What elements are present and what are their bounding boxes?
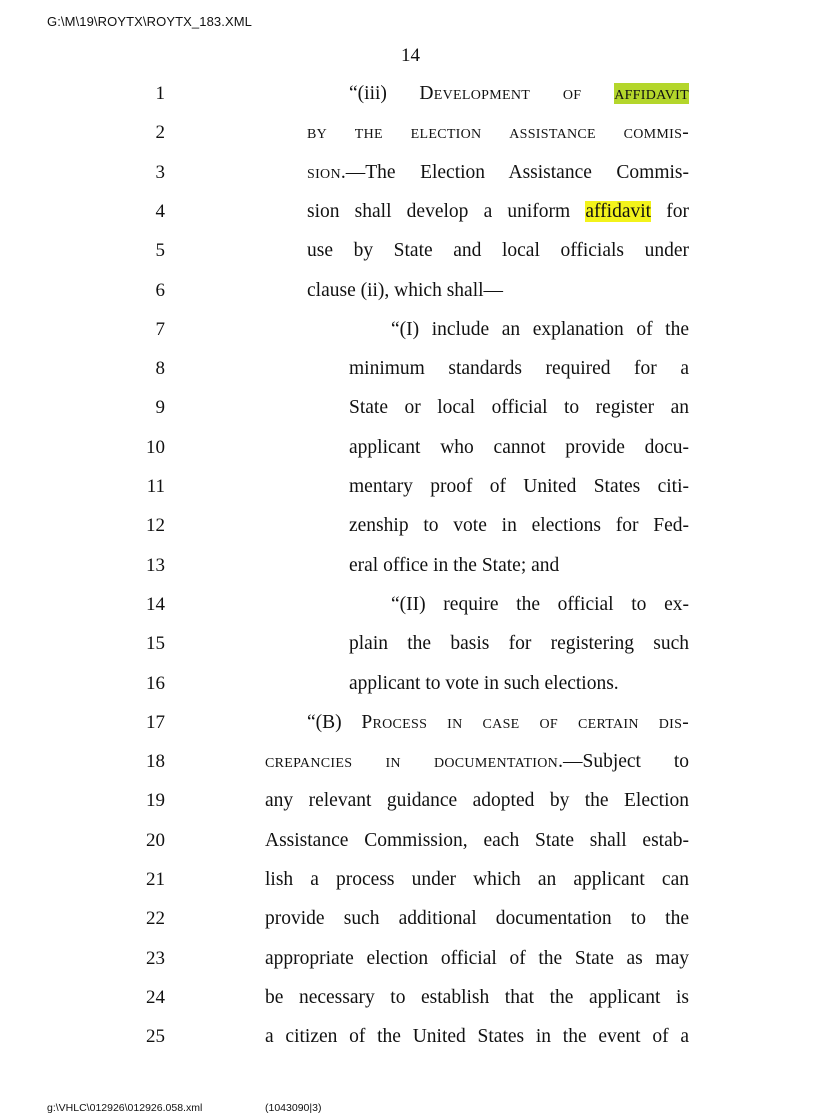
text-segment: provide such additional documentation to the xyxy=(265,908,689,929)
text-line xyxy=(349,396,689,420)
text-line xyxy=(349,82,689,106)
text-line xyxy=(265,750,689,774)
text-segment: lish a process under which an applicant can xyxy=(265,869,689,890)
line-number: 13 xyxy=(146,555,165,576)
text-line xyxy=(265,947,689,971)
text-segment: for xyxy=(651,201,689,222)
line-number: 8 xyxy=(155,358,165,379)
text-segment: eral office in the State; and xyxy=(349,555,560,576)
text-line xyxy=(391,593,689,617)
line-number: 2 xyxy=(155,122,165,143)
text-segment: .—The Election Assistance Commis- xyxy=(340,162,689,183)
text-segment: sion shall develop a uniform xyxy=(307,201,586,222)
text-line xyxy=(307,121,689,145)
line-number: 6 xyxy=(155,280,165,301)
text-line xyxy=(349,475,689,499)
line-number: 10 xyxy=(146,437,165,458)
line-number: 25 xyxy=(146,1026,165,1047)
text-segment: “(B) xyxy=(307,712,362,733)
page-number: 14 xyxy=(401,45,420,66)
text-line xyxy=(349,672,689,696)
text-segment: mentary proof of United States citi- xyxy=(349,476,689,497)
line-number: 16 xyxy=(146,673,165,694)
line-number: 9 xyxy=(155,397,165,418)
text-segment: “(I) include an explanation of the xyxy=(391,319,689,340)
header-file-path: G:\M\19\ROYTX\ROYTX_183.XML xyxy=(47,14,252,29)
line-number: 3 xyxy=(155,162,165,183)
text-line xyxy=(349,436,689,460)
text-line xyxy=(307,239,689,263)
footer-document-id: (1043090|3) xyxy=(265,1102,322,1114)
line-number: 20 xyxy=(146,830,165,851)
text-segment: “(II) require the official to ex- xyxy=(391,594,689,615)
text-segment: use by State and local officials under xyxy=(307,240,689,261)
text-segment: be necessary to establish that the applicant is xyxy=(265,987,689,1008)
line-number: 7 xyxy=(155,319,165,340)
text-segment: .—Subject to xyxy=(558,751,689,772)
text-line xyxy=(265,868,689,892)
text-segment: zenship to vote in elections for Fed- xyxy=(349,515,689,536)
text-line xyxy=(265,986,689,1010)
text-line xyxy=(349,632,689,656)
text-line xyxy=(307,711,689,735)
text-segment: applicant who cannot provide docu- xyxy=(349,437,689,458)
text-segment: sion xyxy=(307,162,341,183)
line-number: 1 xyxy=(155,83,165,104)
text-segment: minimum standards required for a xyxy=(349,358,689,379)
text-segment: any relevant guidance adopted by the Election xyxy=(265,790,689,811)
highlighted-term: affidavit xyxy=(614,83,689,104)
text-line xyxy=(307,200,689,224)
line-number: 12 xyxy=(146,515,165,536)
line-number: 18 xyxy=(146,751,165,772)
line-number: 23 xyxy=(146,948,165,969)
line-number: 21 xyxy=(146,869,165,890)
text-line xyxy=(349,554,689,578)
line-number: 19 xyxy=(146,790,165,811)
text-segment: State or local official to register an xyxy=(349,397,689,418)
text-line xyxy=(265,789,689,813)
footer-file-path: g:\VHLC\012926\012926.058.xml xyxy=(47,1102,203,1114)
highlighted-term: affidavit xyxy=(585,201,652,222)
line-number: 15 xyxy=(146,633,165,654)
text-segment: a citizen of the United States in the event of a xyxy=(265,1026,689,1047)
line-number: 14 xyxy=(146,594,165,615)
text-line xyxy=(349,514,689,538)
text-segment: applicant to vote in such elections. xyxy=(349,673,619,694)
text-segment: Process in case of certain dis- xyxy=(361,712,690,733)
text-line xyxy=(265,907,689,931)
text-segment: “(iii) xyxy=(349,83,420,104)
text-segment: clause (ii), which shall— xyxy=(307,280,504,301)
line-number: 24 xyxy=(146,987,165,1008)
text-line xyxy=(265,829,689,853)
text-segment: appropriate election official of the State as may xyxy=(265,948,689,969)
text-segment: Assistance Commission, each State shall estab- xyxy=(265,830,689,851)
line-number: 11 xyxy=(146,476,165,497)
text-line xyxy=(349,357,689,381)
line-number: 17 xyxy=(146,712,165,733)
text-line xyxy=(307,279,689,303)
text-segment: by the election assistance commis- xyxy=(307,122,689,143)
line-number: 22 xyxy=(146,908,165,929)
text-segment: Development of xyxy=(419,83,615,104)
text-line xyxy=(307,161,689,185)
text-segment: plain the basis for registering such xyxy=(349,633,689,654)
line-number: 4 xyxy=(155,201,165,222)
text-segment: crepancies in documentation xyxy=(265,751,559,772)
text-line xyxy=(265,1025,689,1049)
text-line xyxy=(391,318,689,342)
line-number: 5 xyxy=(155,240,165,261)
